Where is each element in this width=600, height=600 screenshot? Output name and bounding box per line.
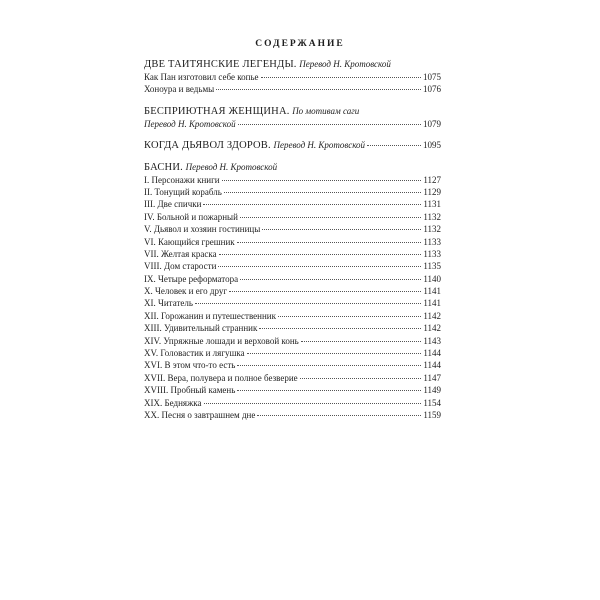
leader-dots [240, 217, 421, 218]
toc-entry-title: Хоноура и ведьмы [144, 84, 215, 95]
toc-entry-title: I. Персонажи книги [144, 174, 220, 185]
toc-entry-title: IV. Больной и пожарный [144, 211, 238, 222]
toc-entry[interactable] [144, 347, 441, 359]
toc-entry-page: 1144 [423, 360, 441, 371]
page-title: СОДЕРЖАНИЕ [255, 39, 345, 49]
toc-entry[interactable] [144, 118, 441, 130]
leader-dots [261, 77, 421, 78]
leader-dots [219, 254, 422, 255]
toc-entry-title: IX. Четыре реформатора [144, 273, 239, 284]
toc-entry-page: 1076 [423, 84, 441, 95]
toc-entry-page: 1147 [423, 372, 441, 383]
section-translator: Перевод Н. Кротовской [299, 59, 391, 69]
leader-dots [237, 242, 422, 243]
leader-dots [367, 145, 421, 146]
toc-entry-title: X. Человек и его друг [144, 286, 228, 297]
toc-entry-page: 1142 [423, 323, 441, 334]
toc-entry[interactable] [144, 372, 441, 384]
toc-entry-title: XX. Песня о завтрашнем дне [144, 409, 256, 420]
section-heading: ДВЕ ТАИТЯНСКИЕ ЛЕГЕНДЫ. [144, 59, 297, 70]
toc-entry[interactable] [144, 310, 441, 322]
section-translator: Перевод Н. Кротовской [144, 118, 236, 129]
toc-entry-page: 1141 [423, 298, 441, 309]
leader-dots [218, 266, 421, 267]
toc-entry[interactable] [144, 335, 441, 347]
toc-entry-title: III. Две спички [144, 199, 202, 210]
toc-entry-title: II. Тонущий корабль [144, 186, 222, 197]
leader-dots [300, 378, 422, 379]
toc-entry[interactable] [144, 174, 441, 186]
leader-dots [237, 365, 421, 366]
toc-entry-page: 1075 [423, 72, 441, 82]
toc-entry-title: VII. Желтая краска [144, 248, 217, 259]
toc-entry[interactable] [144, 248, 441, 260]
section-heading: КОГДА ДЬЯВОЛ ЗДОРОВ. [144, 140, 271, 152]
leader-dots [259, 328, 421, 329]
toc-entry-title: V. Дьявол и хозяин гостиницы [144, 224, 261, 235]
leader-dots [222, 180, 422, 181]
toc-entry-title: XIII. Удивительный странник [144, 323, 258, 334]
toc-entry-page: 1144 [423, 348, 441, 359]
toc-entry[interactable] [144, 397, 441, 409]
toc-entry-page: 1079 [423, 118, 441, 129]
leader-dots [229, 291, 421, 292]
toc-entry[interactable] [144, 285, 441, 297]
leader-dots [195, 303, 421, 304]
section-heading: БЕСПРИЮТНАЯ ЖЕНЩИНА. [144, 105, 290, 117]
toc-entry[interactable] [144, 223, 441, 235]
toc-entry-page: 1127 [423, 174, 441, 185]
toc-entry[interactable] [144, 236, 441, 248]
toc-entry-title: XI. Читатель [144, 298, 193, 309]
toc-entry-title: XV. Головастик и лягушка [144, 348, 245, 359]
leader-dots [238, 124, 421, 125]
toc-entry-page: 1133 [423, 248, 441, 259]
section-translator: Перевод Н. Кротовской [273, 140, 366, 151]
toc-section-tahitian-legends [144, 58, 441, 71]
table-of-contents [144, 58, 441, 421]
leader-dots [262, 229, 421, 230]
toc-entry-page: 1140 [423, 273, 441, 284]
toc-entry-page: 1133 [423, 236, 441, 247]
toc-entry-title: XIV. Упряжные лошади и верховой конь [144, 335, 299, 346]
toc-entry-title: XVI. В этом что-то есть [144, 360, 236, 371]
leader-dots [216, 89, 421, 90]
toc-entry[interactable] [144, 322, 441, 334]
toc-entry[interactable] [144, 260, 441, 272]
toc-entry[interactable] [144, 297, 441, 309]
toc-entry-title: XVIII. Пробный камень [144, 385, 236, 396]
toc-entry[interactable] [144, 198, 441, 210]
toc-section-homeless-woman [144, 105, 441, 118]
toc-entry[interactable] [144, 83, 441, 95]
leader-dots [237, 390, 421, 391]
leader-dots [247, 353, 422, 354]
leader-dots [301, 341, 422, 342]
toc-entry[interactable] [144, 71, 441, 83]
toc-entry-title: VIII. Дом старости [144, 261, 217, 272]
leader-dots [224, 192, 422, 193]
toc-section-when-devil-is-well[interactable] [144, 139, 441, 151]
toc-entry[interactable] [144, 384, 441, 396]
toc-entry-title: XVII. Вера, полувера и полное безверие [144, 372, 298, 383]
leader-dots [257, 415, 421, 416]
toc-entry-title: XII. Горожанин и путешественник [144, 310, 276, 321]
toc-entry[interactable] [144, 211, 441, 223]
toc-entry-page: 1095 [423, 140, 441, 151]
leader-dots [278, 316, 421, 317]
toc-entry-title: VI. Кающийся грешник [144, 236, 235, 247]
toc-entry-title: XIX. Бедняжка [144, 397, 202, 408]
leader-dots [203, 204, 421, 205]
toc-list [144, 174, 441, 422]
toc-entry-page: 1129 [423, 186, 441, 197]
section-translator: Перевод Н. Кротовской [185, 161, 278, 172]
leader-dots [240, 279, 421, 280]
toc-list [144, 71, 441, 96]
toc-section-fables [144, 161, 441, 174]
section-subtitle: По мотивам саги [292, 105, 360, 116]
toc-entry[interactable] [144, 186, 441, 198]
toc-entry-page: 1149 [423, 385, 441, 396]
toc-entry-title: Как Пан изготовил себе копье [144, 72, 259, 82]
toc-entry-page: 1143 [423, 335, 441, 346]
toc-entry[interactable] [144, 273, 441, 285]
toc-entry[interactable] [144, 409, 441, 421]
toc-entry-page: 1132 [423, 211, 441, 222]
toc-entry-page: 1142 [423, 310, 441, 321]
toc-entry[interactable] [144, 359, 441, 371]
toc-entry-page: 1154 [423, 397, 441, 408]
toc-entry-page: 1131 [423, 199, 441, 210]
section-heading: БАСНИ. [144, 161, 183, 173]
toc-entry-page: 1132 [423, 224, 441, 235]
toc-entry-page: 1135 [423, 261, 441, 272]
leader-dots [204, 403, 422, 404]
toc-entry-page: 1141 [423, 286, 441, 297]
toc-entry-page: 1159 [423, 409, 441, 420]
